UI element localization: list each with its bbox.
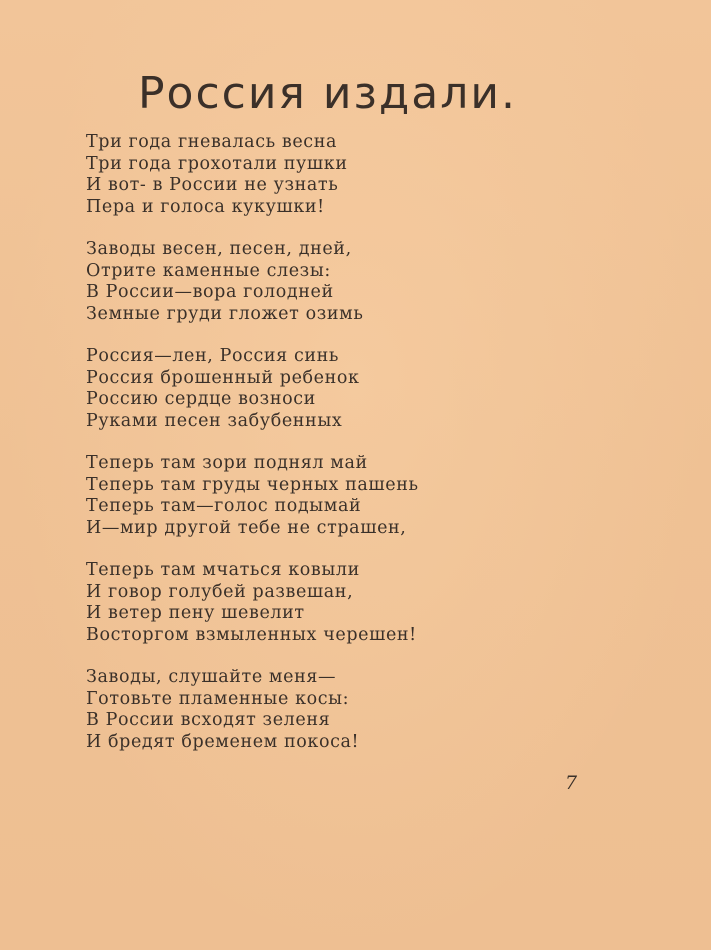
- poem-line: Три года гневалась весна: [86, 132, 338, 152]
- poem-line: Заводы, слушайте меня—: [86, 667, 337, 687]
- poem-line: В России—вора голодней: [86, 282, 334, 302]
- poem-line: Земные груди гложет озимь: [86, 303, 364, 324]
- poem-line: И ветер пену шевелит: [86, 603, 305, 623]
- poem-line: Россия брошенный ребенок: [86, 367, 360, 388]
- poem-line: Россия—лен, Россия синь: [86, 346, 340, 366]
- poem-line: Восторгом взмыленных черешен!: [86, 624, 417, 645]
- poem-line: И говор голубей развешан,: [86, 581, 354, 602]
- poem-line: Отрите каменные слезы:: [86, 260, 331, 281]
- stanza-2: [86, 239, 419, 325]
- stanza-4: [86, 453, 419, 539]
- poem-line: В России всходят зеленя: [86, 710, 331, 730]
- poem-line: Теперь там мчаться ковыли: [86, 560, 360, 580]
- poem-body: [86, 132, 419, 774]
- stanza-6: [86, 667, 419, 753]
- poem-line: Три года грохотали пушки: [86, 153, 348, 174]
- poem-line: Теперь там груды черных пашень: [86, 474, 419, 495]
- poem-line: И бредят бременем покоса!: [86, 731, 360, 752]
- poem-line: И—мир другой тебе не страшен,: [86, 517, 407, 538]
- stanza-5: [86, 560, 419, 646]
- poem-line: И вот- в России не узнать: [86, 175, 339, 195]
- poem-title: Россия издали.: [138, 68, 517, 119]
- poem-line: Готовьте пламенные косы:: [86, 688, 350, 709]
- poem-line: Теперь там зори поднял май: [86, 453, 368, 473]
- poem-line: Россию сердце возноси: [86, 389, 316, 409]
- poem-line: Заводы весен, песен, дней,: [86, 239, 352, 259]
- stanza-3: [86, 346, 419, 432]
- poem-line: Теперь там—голос подымай: [86, 496, 362, 516]
- stanza-1: [86, 132, 419, 218]
- poem-line: Руками песен забубенных: [86, 410, 343, 431]
- page-number: 7: [565, 772, 578, 794]
- poem-line: Пера и голоса кукушки!: [86, 196, 325, 217]
